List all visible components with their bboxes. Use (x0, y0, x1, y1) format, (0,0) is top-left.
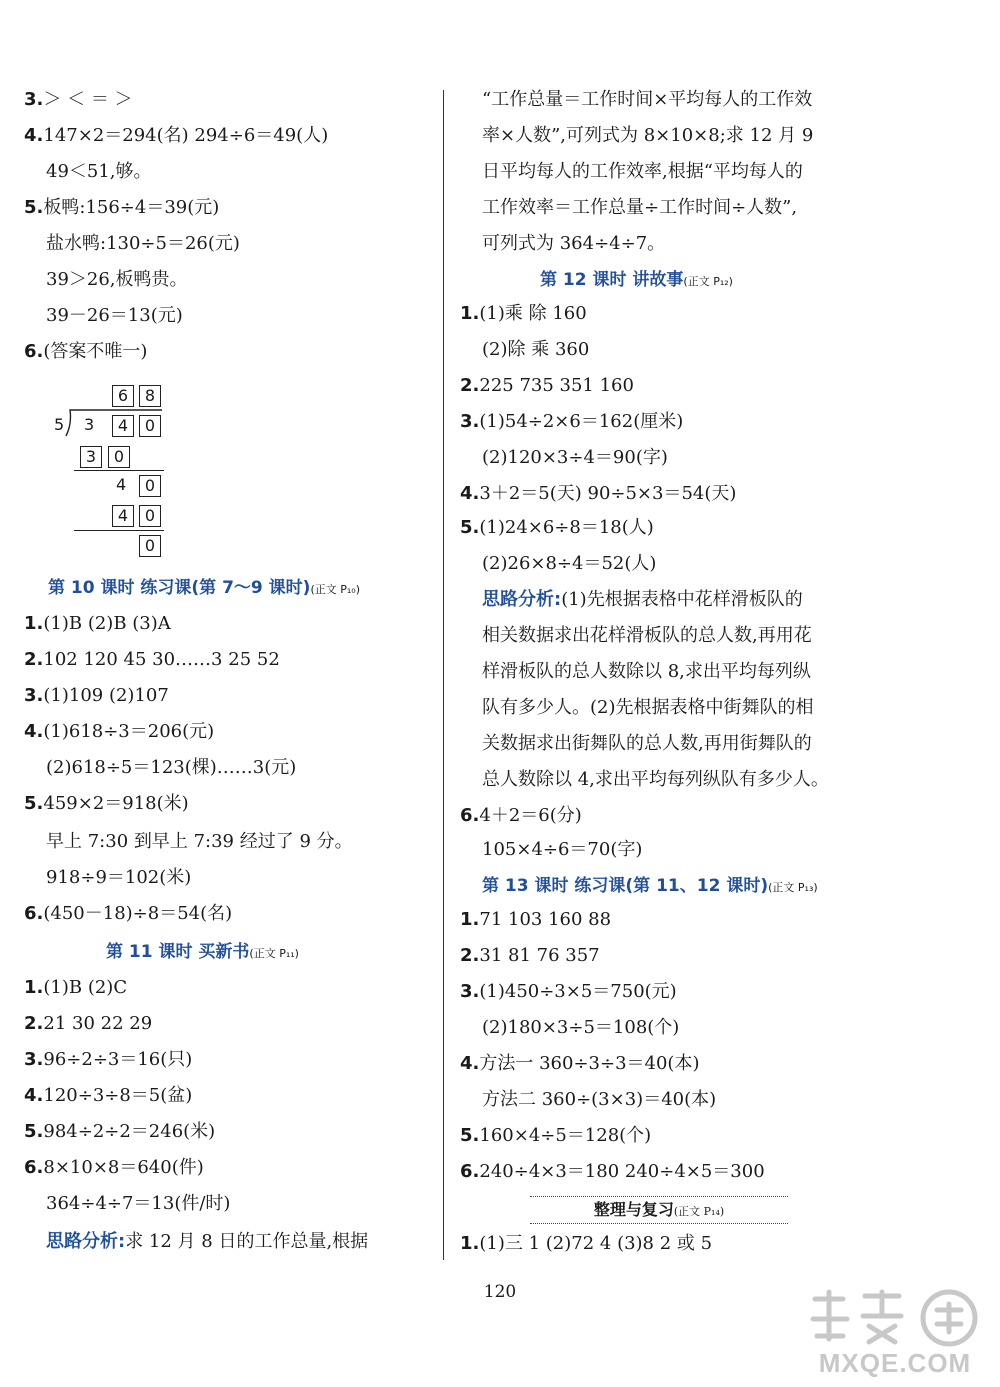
answer-line: 6.240÷4×3＝180 240÷4×5＝300 (460, 1161, 765, 1182)
final-remainder: 0 (139, 535, 161, 557)
page-number: 120 (483, 1282, 517, 1302)
product-digit: 4 (112, 505, 134, 527)
answer-line: 2.102 120 45 30……3 25 52 (24, 649, 280, 670)
answer-line: (2)26×8÷4＝52(人) (482, 553, 657, 574)
answer-line: 918÷9＝102(米) (46, 867, 192, 888)
column-divider (443, 90, 444, 1260)
answer-line: 2.21 30 22 29 (24, 1013, 153, 1034)
answer-line: 4.方法一 360÷3÷3＝40(本) (460, 1053, 700, 1074)
answer-line: 3.(1)109 (2)107 (24, 685, 169, 706)
quotient-digit: 6 (112, 385, 134, 407)
divisor: 5 (54, 415, 65, 434)
answer-line: 5.459×2＝918(米) (24, 793, 189, 814)
answer-line: 3.(1)450÷3×5＝750(元) (460, 981, 677, 1002)
answer-line: (2)120×3÷4＝90(字) (482, 447, 668, 468)
remainder-digit: 4 (116, 475, 127, 494)
answer-line: 39－26＝13(元) (46, 305, 183, 326)
answer-line: 6.8×10×8＝640(件) (24, 1157, 204, 1178)
answer-line: 4.(1)618÷3＝206(元) (24, 721, 215, 742)
analysis-line: 队有多少人。(2)先根据表格中街舞队的相 (482, 697, 814, 718)
answer-line: 6.(450－18)÷8＝54(名) (24, 903, 233, 924)
quotient-digit: 8 (139, 385, 161, 407)
answer-line: 3.(1)54÷2×6＝162(厘米) (460, 411, 684, 432)
answer-line: (2)除 乘 360 (482, 339, 590, 360)
answer-line: 1.(1)三 1 (2)72 4 (3)8 2 或 5 (460, 1233, 713, 1254)
section-heading-10: 第 10 课时 练习课(第 7～9 课时)(正文 P₁₀) (48, 578, 360, 598)
section-heading-11: 第 11 课时 买新书(正文 P₁₁) (106, 942, 299, 962)
answer-line: 49＜51,够。 (46, 161, 152, 182)
answer-line: 3.＞ ＜ ＝ ＞ (24, 89, 133, 110)
answer-line: 105×4÷6＝70(字) (482, 839, 643, 860)
answer-line: 6.(答案不唯一) (24, 341, 148, 362)
svg-text:MXQE.COM: MXQE.COM (818, 1348, 972, 1378)
analysis-line: 思路分析:求 12 月 8 日的工作总量,根据 (46, 1231, 369, 1252)
watermark-logo (803, 1284, 988, 1379)
analysis-line: 样滑板队的总人数除以 8,求出平均每列纵 (482, 661, 811, 682)
answer-line: 盐水鸭:130÷5＝26(元) (46, 233, 240, 254)
analysis-line: 日平均每人的工作效率,根据“平均每人的 (482, 161, 803, 182)
analysis-line: “工作总量＝工作时间×平均每人的工作效 (482, 89, 813, 110)
dividend-digit: 0 (139, 415, 161, 437)
section-heading-12: 第 12 课时 讲故事(正文 P₁₂) (540, 270, 733, 290)
answer-line: 5.(1)24×6÷8＝18(人) (460, 517, 654, 538)
answer-line: 方法二 360÷(3×3)＝40(本) (482, 1089, 717, 1110)
answer-line: 1.(1)B (2)C (24, 977, 128, 998)
answer-line: 39＞26,板鸭贵。 (46, 269, 188, 290)
answer-line: 2.31 81 76 357 (460, 945, 600, 966)
analysis-line: 总人数除以 4,求出平均每列纵队有多少人。 (482, 769, 829, 790)
answer-line: (2)180×3÷5＝108(个) (482, 1017, 680, 1038)
answer-line: 5.984÷2÷2＝246(米) (24, 1121, 216, 1142)
answer-line: 5.板鸭:156÷4＝39(元) (24, 197, 220, 218)
product-digit: 3 (80, 446, 102, 468)
analysis-line: 可列式为 364÷4÷7。 (482, 233, 666, 254)
answer-line: 4.3＋2＝5(天) 90÷5×3＝54(天) (460, 483, 737, 504)
answer-line: 1.(1)B (2)B (3)A (24, 613, 171, 634)
answer-line: 1.71 103 160 88 (460, 909, 612, 930)
review-heading: 整理与复习(正文 P₁₄) (530, 1196, 788, 1224)
answer-line: (2)618÷5＝123(棵)……3(元) (46, 757, 297, 778)
analysis-line: 关数据求出街舞队的总人数,再用街舞队的 (482, 733, 812, 754)
answer-line: 1.(1)乘 除 160 (460, 303, 587, 324)
analysis-line: 率×人数”,可列式为 8×10×8;求 12 月 9 (482, 125, 814, 146)
answer-line: 4.147×2＝294(名) 294÷6＝49(人) (24, 125, 329, 146)
answer-line: 5.160×4÷5＝128(个) (460, 1125, 652, 1146)
section-heading-13: 第 13 课时 练习课(第 11、12 课时)(正文 P₁₃) (482, 876, 818, 896)
dividend-digit: 4 (112, 415, 134, 437)
product-digit: 0 (139, 505, 161, 527)
analysis-line: 相关数据求出花样滑板队的总人数,再用花 (482, 625, 812, 646)
answer-line: 364÷4÷7＝13(件/时) (46, 1193, 231, 1214)
answer-line: 早上 7:30 到早上 7:39 经过了 9 分。 (46, 831, 353, 852)
analysis-line: 思路分析:(1)先根据表格中花样滑板队的 (482, 589, 803, 610)
analysis-line: 工作效率＝工作总量÷工作时间÷人数”, (482, 197, 798, 218)
answer-line: 6.4＋2＝6(分) (460, 805, 582, 826)
answer-line: 4.120÷3÷8＝5(盆) (24, 1085, 193, 1106)
rule-line (74, 530, 164, 531)
answer-line: 2.225 735 351 160 (460, 375, 634, 396)
remainder-digit: 0 (139, 475, 161, 497)
product-digit: 0 (108, 446, 130, 468)
answer-line: 3.96÷2÷3＝16(只) (24, 1049, 193, 1070)
dividend-digit: 3 (84, 415, 95, 434)
rule-line (74, 470, 164, 471)
